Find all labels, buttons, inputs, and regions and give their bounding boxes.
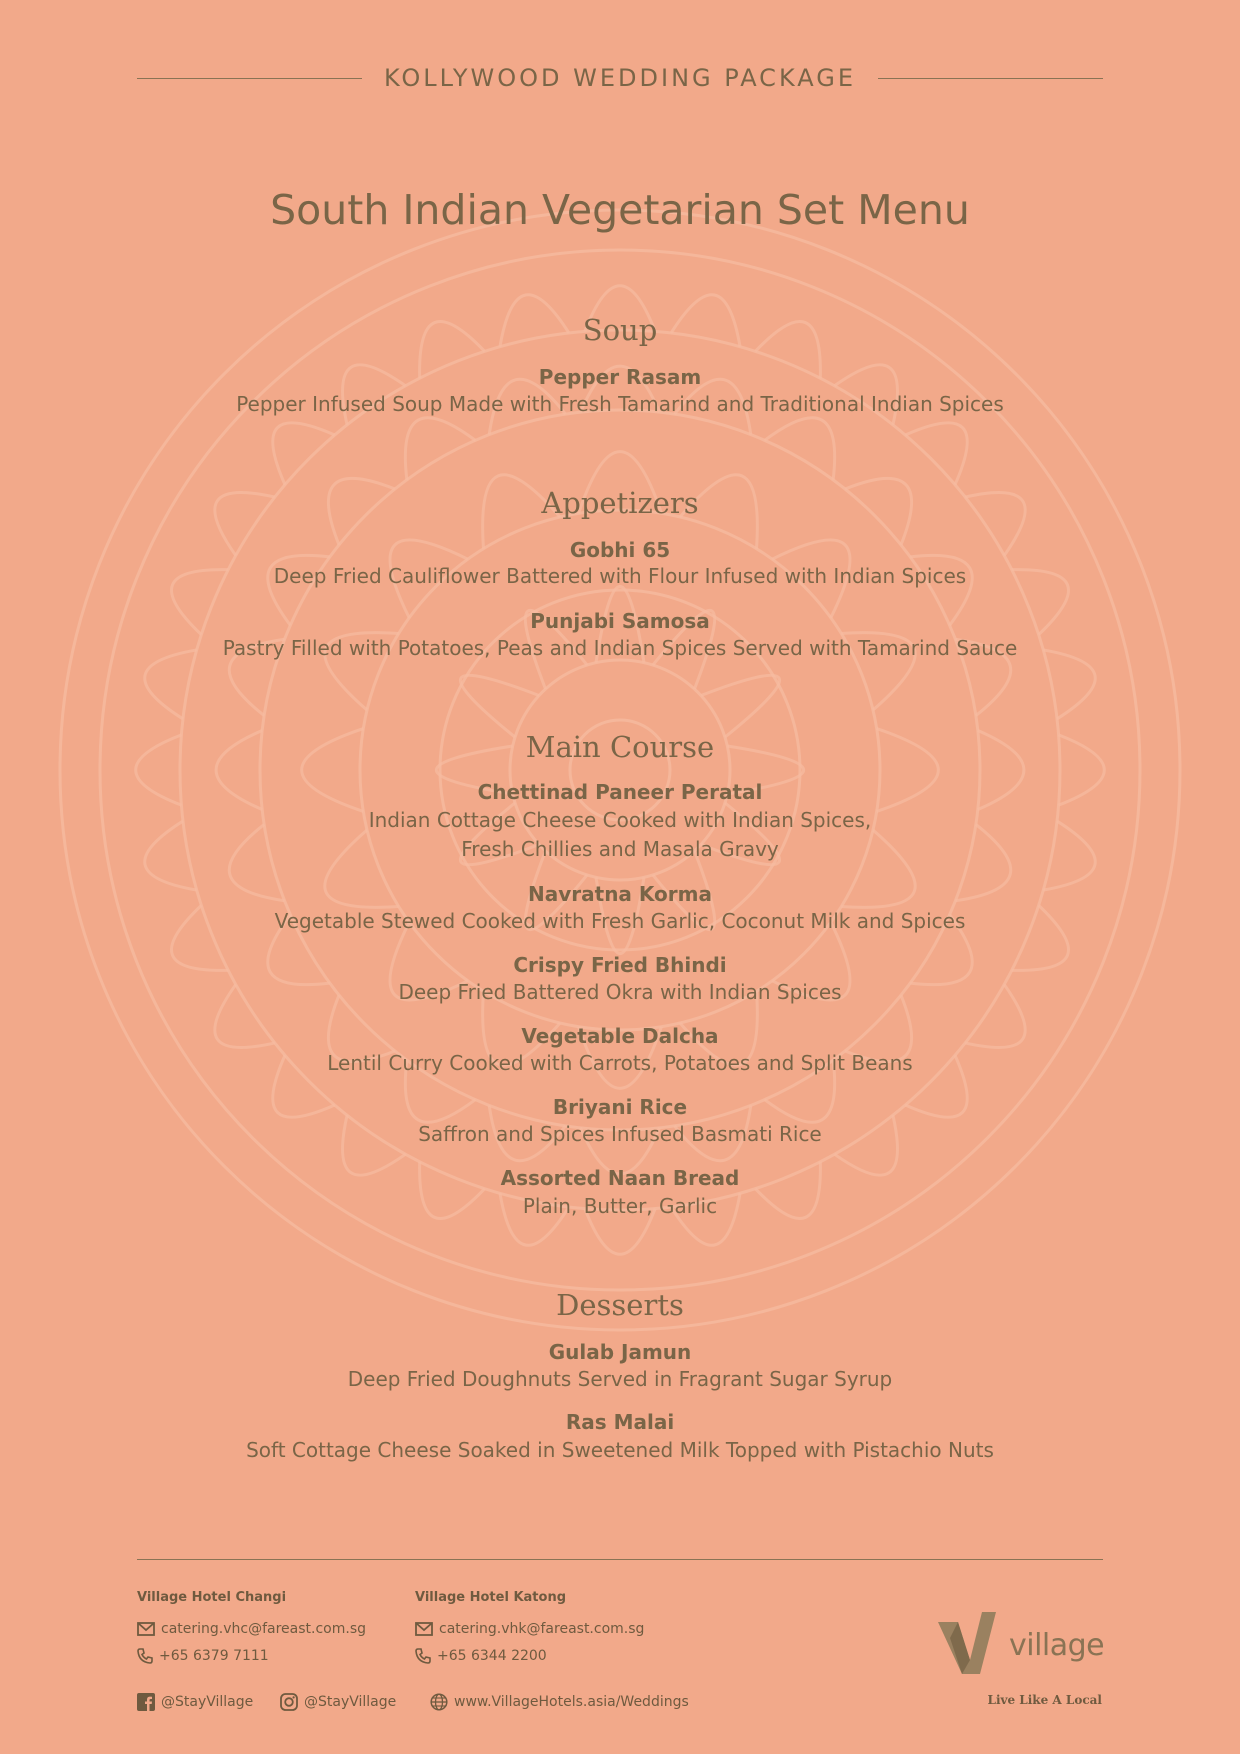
- dish-name: Briyani Rice: [552, 1095, 688, 1119]
- section-heading-soup: Soup: [582, 313, 658, 347]
- dish-name: Assorted Naan Bread: [500, 1166, 740, 1190]
- section-heading-main-course: Main Course: [525, 730, 715, 764]
- website-text: www.VillageHotels.asia/Weddings: [454, 1694, 689, 1710]
- dish-description: Fresh Chillies and Masala Gravy: [461, 837, 779, 861]
- dish-description: Deep Fried Doughnuts Served in Fragrant Sugar Syrup: [347, 1367, 893, 1391]
- dish-description: Saffron and Spices Infused Basmati Rice: [418, 1122, 822, 1146]
- dish-description: Soft Cottage Cheese Soaked in Sweetened Milk Topped with Pistachio Nuts: [246, 1438, 994, 1462]
- mandala-petal: [765, 418, 835, 480]
- dish-description: Indian Cottage Cheese Cooked with Indian Spices,: [368, 808, 872, 832]
- village-logo-text: village: [1009, 1628, 1105, 1663]
- dish-name: Gobhi 65: [569, 538, 671, 562]
- hotel-name-changi: Village Hotel Changi: [137, 1590, 287, 1605]
- phone-icon: [137, 1648, 153, 1664]
- mandala-petal: [701, 675, 780, 737]
- section-heading-appetizers: Appetizers: [541, 486, 699, 520]
- dish-description: Plain, Butter, Garlic: [522, 1194, 718, 1218]
- dish-description: Pepper Infused Soup Made with Fresh Tamarind and Traditional Indian Spices: [236, 392, 1004, 416]
- section-heading-desserts: Desserts: [556, 1288, 684, 1322]
- menu-title: South Indian Vegetarian Set Menu: [270, 186, 970, 234]
- footer-rule: [137, 1559, 1103, 1560]
- dish-name: Navratna Korma: [528, 882, 712, 906]
- dish-name: Crispy Fried Bhindi: [513, 953, 727, 977]
- dish-description: Vegetable Stewed Cooked with Fresh Garlic, Coconut Milk and Spices: [274, 909, 966, 933]
- mandala-petal: [905, 423, 967, 485]
- contact-email-changi[interactable]: [137, 1621, 366, 1637]
- header-rule-left: [137, 78, 362, 79]
- globe-icon: [430, 1693, 448, 1711]
- instagram-icon: [280, 1693, 298, 1711]
- contact-phone-changi[interactable]: [137, 1648, 269, 1664]
- facebook-icon: [137, 1693, 155, 1711]
- instagram-handle: @StayVillage: [304, 1694, 397, 1710]
- mandala-petal: [460, 675, 539, 737]
- dish-description: Pastry Filled with Potatoes, Peas and Indian Spices Served with Tamarind Sauce: [222, 636, 1018, 660]
- dish-description: Deep Fried Cauliflower Battered with Flour Infused with Indian Spices: [273, 564, 967, 588]
- dish-name: Vegetable Dalcha: [521, 1024, 719, 1048]
- dish-description: Lentil Curry Cooked with Carrots, Potatoes and Split Beans: [327, 1051, 913, 1075]
- package-title: KOLLYWOOD WEDDING PACKAGE: [383, 64, 857, 92]
- email-text: catering.vhc@fareast.com.sg: [161, 1621, 367, 1637]
- email-text: catering.vhk@fareast.com.sg: [439, 1621, 645, 1637]
- tagline: Live Like A Local: [987, 1693, 1102, 1707]
- contact-email-katong[interactable]: [415, 1621, 644, 1637]
- phone-text: +65 6344 2200: [437, 1648, 547, 1664]
- instagram-link[interactable]: [280, 1693, 396, 1711]
- dish-name: Ras Malai: [565, 1410, 675, 1434]
- phone-icon: [415, 1648, 431, 1664]
- package-header: [137, 64, 1103, 92]
- dish-description: Deep Fried Battered Okra with Indian Spices: [398, 980, 842, 1004]
- dish-name: Pepper Rasam: [538, 365, 702, 389]
- header-rule-right: [878, 78, 1103, 79]
- mandala-petal: [405, 418, 475, 480]
- phone-text: +65 6379 7111: [159, 1648, 269, 1664]
- mandala-petal: [273, 423, 335, 485]
- hotel-name-katong: Village Hotel Katong: [415, 1590, 566, 1605]
- email-icon: [137, 1622, 155, 1636]
- dish-name: Chettinad Paneer Peratal: [477, 780, 763, 804]
- facebook-handle: @StayVillage: [161, 1694, 254, 1710]
- website-link[interactable]: [430, 1693, 689, 1711]
- facebook-link[interactable]: [137, 1693, 253, 1711]
- contact-phone-katong[interactable]: [415, 1648, 547, 1664]
- email-icon: [415, 1622, 433, 1636]
- dish-name: Punjabi Samosa: [530, 609, 710, 633]
- dish-name: Gulab Jamun: [548, 1340, 692, 1364]
